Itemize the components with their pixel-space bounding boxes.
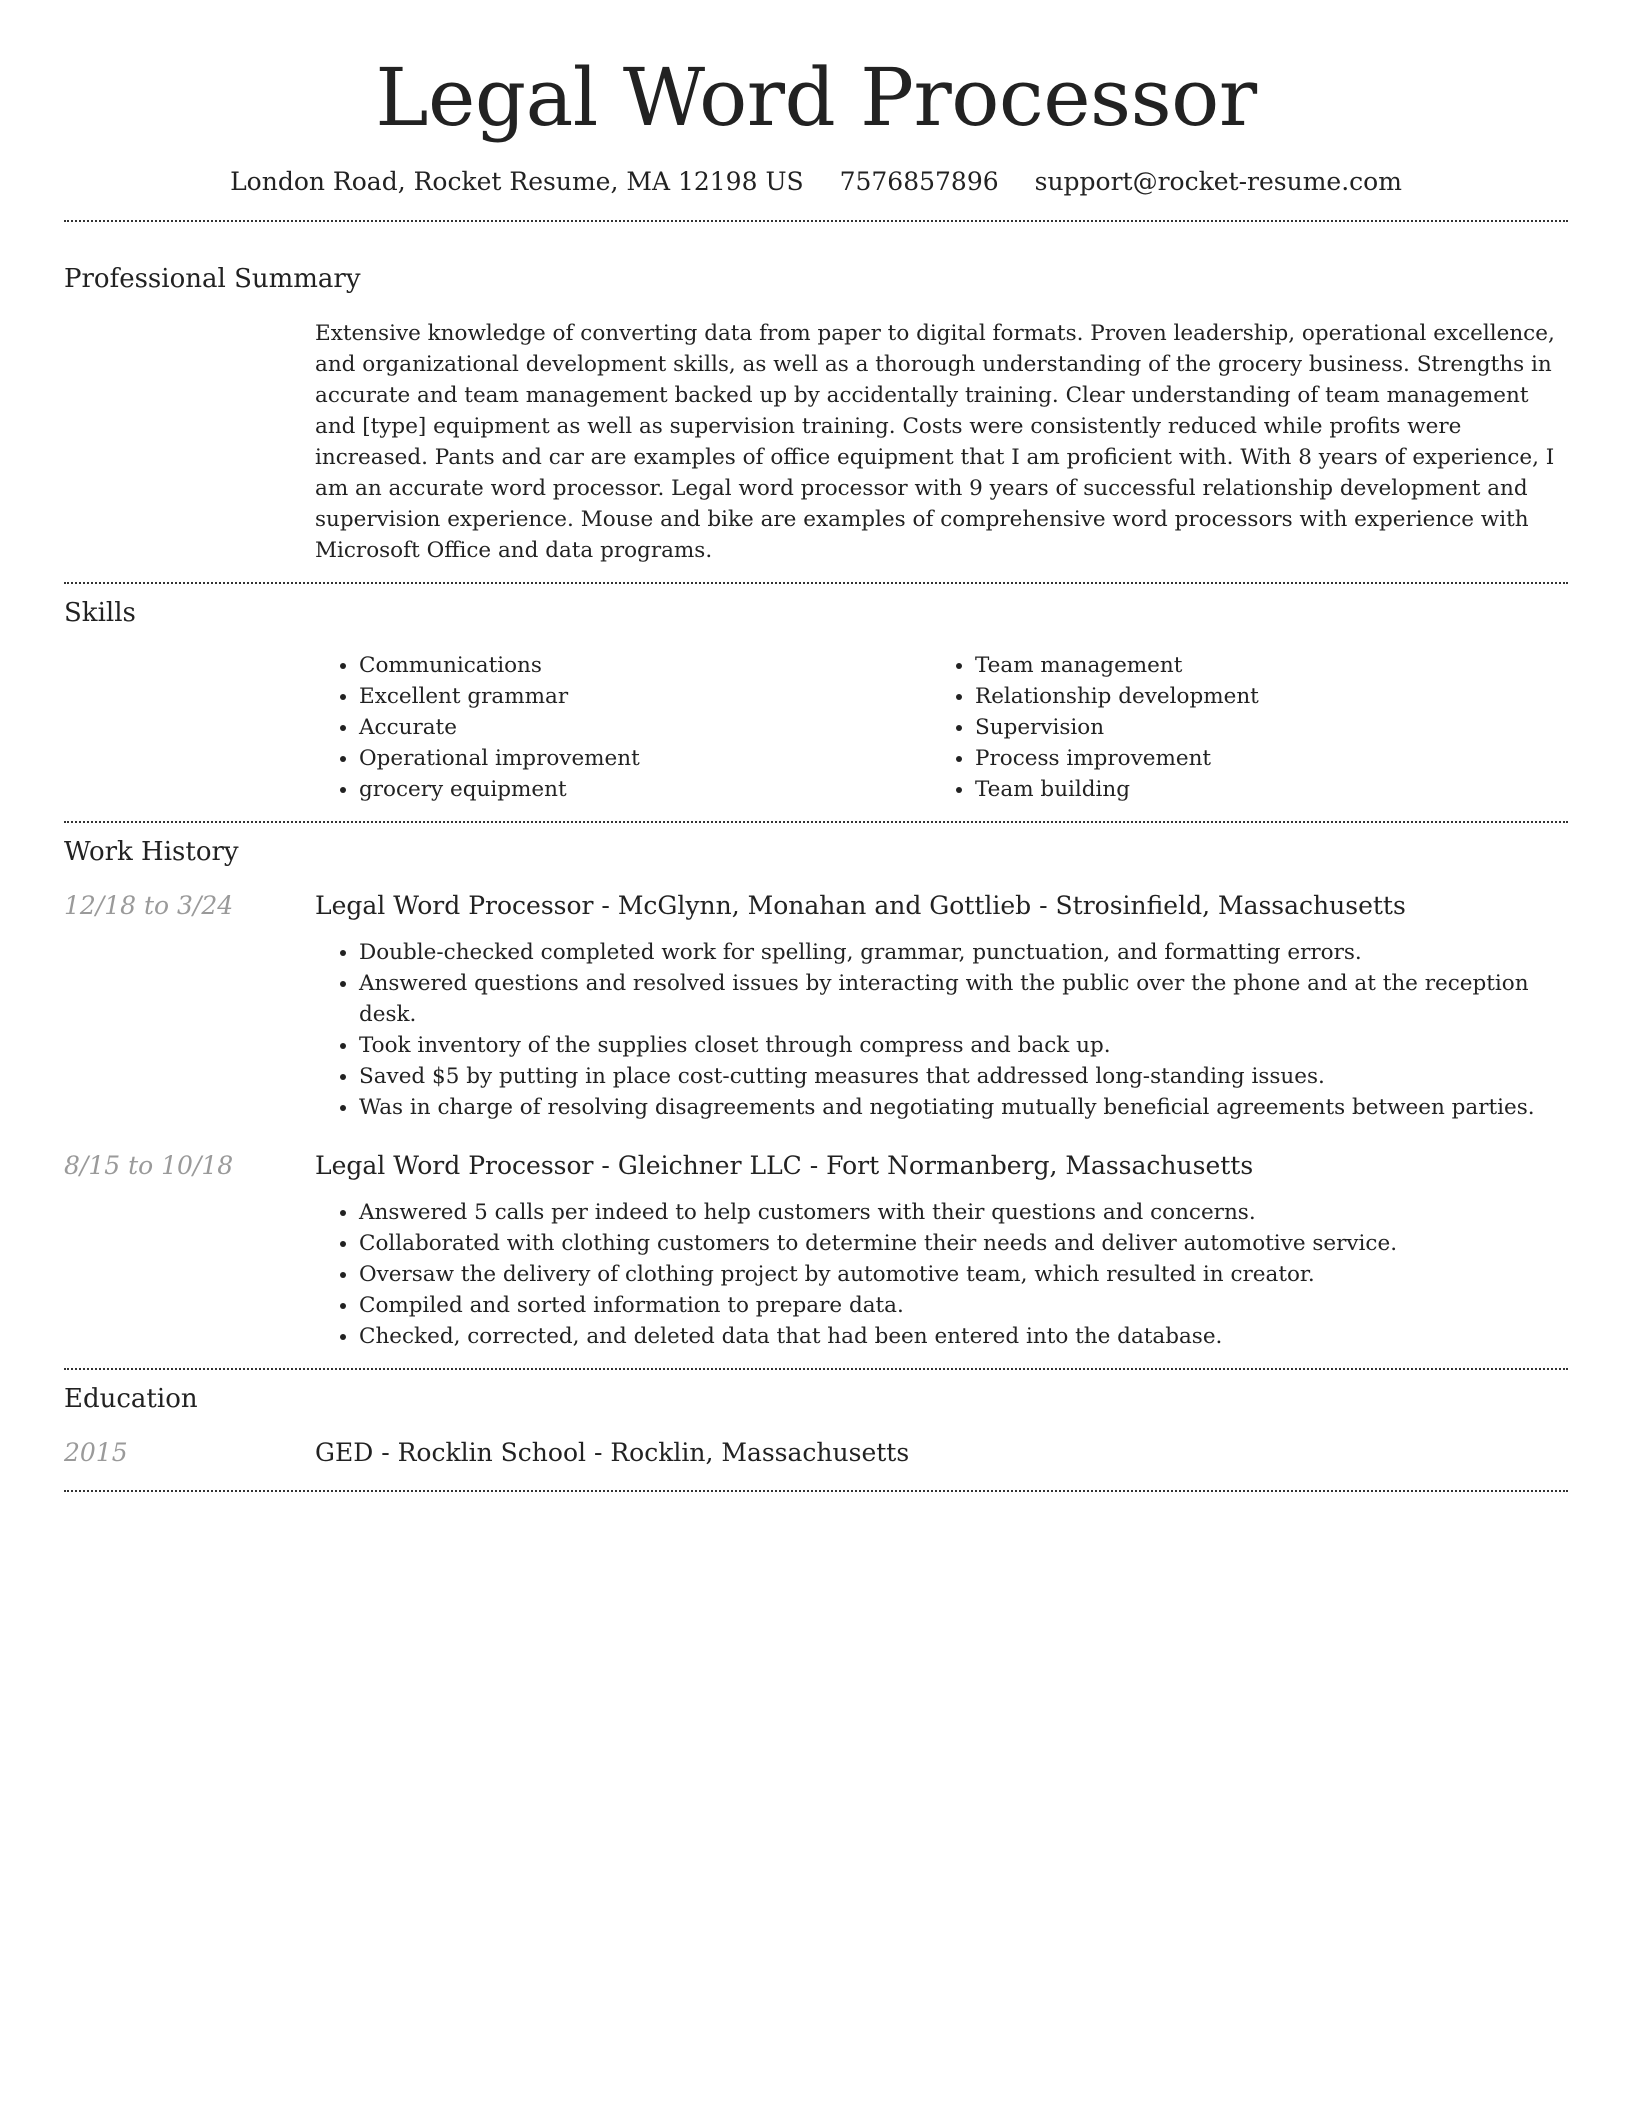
job-bullet: • Took inventory of the supplies closet through compress and back up. (359, 1030, 1568, 1061)
skill-item: • Communications (359, 650, 931, 681)
skill-item: • Operational improvement (359, 743, 931, 774)
section-title-education: Education (64, 1384, 198, 1414)
contact-line (64, 166, 1568, 198)
skill-item: • Relationship development (975, 681, 1547, 712)
job-bullet: • Collaborated with clothing customers to determine their needs and deliver automotive service. (359, 1228, 1568, 1259)
divider (64, 1490, 1568, 1492)
job-bullets (315, 937, 1568, 1123)
job-bullet: • Answered questions and resolved issues by interacting with the public over the phone and at the reception desk. (359, 968, 1568, 1030)
education-year: 2015 (64, 1438, 128, 1467)
section-title-skills: Skills (64, 598, 136, 628)
job-bullet: • Was in charge of resolving disagreements and negotiating mutually beneficial agreements between parties. (359, 1092, 1568, 1123)
education-entry (64, 1436, 1568, 1470)
work-section (64, 835, 1568, 1352)
job-bullet: • Answered 5 calls per indeed to help customers with their questions and concerns. (359, 1197, 1568, 1228)
skill-item: • Process improvement (975, 743, 1547, 774)
skill-item: • Accurate (359, 712, 931, 743)
skill-item: • Team management (975, 650, 1547, 681)
summary-text: Extensive knowledge of converting data from paper to digital formats. Proven leadership, operational excellence, and organizational development skills, as well as a thorough understanding of the grocery business. Strengths in accurate and team management backed up by accidentally training. Clear understanding of team management and [type] equipment as well as supervision training. Costs were consistently reduced while profits were increased. Pants and car are examples of office equipment that I am proficient with. With 8 years of experience, I am an accurate word processor. Legal word processor with 9 years of successful relationship development and supervision experience. Mouse and bike are examples of comprehensive word processors with experience with Microsoft Office and data programs. (315, 321, 1555, 563)
job-title: Legal Word Processor - Gleichner LLC - Fort Normanberg, Massachusetts (315, 1151, 1254, 1180)
job-entry (64, 1149, 1568, 1352)
skills-list-right (931, 650, 1547, 805)
education-title: GED - Rocklin School - Rocklin, Massachusetts (315, 1438, 910, 1467)
job-bullet: • Compiled and sorted information to prepare data. (359, 1290, 1568, 1321)
contact-phone: 7576857896 (839, 167, 999, 196)
divider (64, 821, 1568, 823)
divider (64, 1368, 1568, 1370)
job-bullet: • Oversaw the delivery of clothing project by automotive team, which resulted in creator. (359, 1259, 1568, 1290)
job-bullet: • Saved $5 by putting in place cost-cutting measures that addressed long-standing issues. (359, 1061, 1568, 1092)
skill-item: • Team building (975, 774, 1547, 805)
job-bullets (315, 1197, 1568, 1352)
section-title-work: Work History (64, 837, 239, 867)
job-bullet: • Checked, corrected, and deleted data that had been entered into the database. (359, 1321, 1568, 1352)
contact-email: support@rocket-resume.com (1034, 167, 1402, 196)
education-section (64, 1382, 1568, 1470)
resume-page (64, 0, 1568, 1492)
divider (64, 220, 1568, 222)
contact-address: London Road, Rocket Resume, MA 12198 US (230, 167, 804, 196)
skill-item: • Supervision (975, 712, 1547, 743)
divider (64, 582, 1568, 584)
job-dates: 12/18 to 3/24 (64, 891, 234, 920)
skill-item: • grocery equipment (359, 774, 931, 805)
resume-name: Legal Word Processor (375, 51, 1257, 144)
skills-section (64, 596, 1568, 805)
skills-list-left (315, 650, 931, 805)
skill-item: • Excellent grammar (359, 681, 931, 712)
job-title: Legal Word Processor - McGlynn, Monahan and Gottlieb - Strosinfield, Massachusetts (315, 891, 1406, 920)
section-title-summary: Professional Summary (64, 264, 361, 294)
job-bullet: • Double-checked completed work for spelling, grammar, punctuation, and formatting errors. (359, 937, 1568, 968)
summary-section (64, 262, 1568, 566)
job-dates: 8/15 to 10/18 (64, 1151, 234, 1180)
job-entry (64, 889, 1568, 1123)
